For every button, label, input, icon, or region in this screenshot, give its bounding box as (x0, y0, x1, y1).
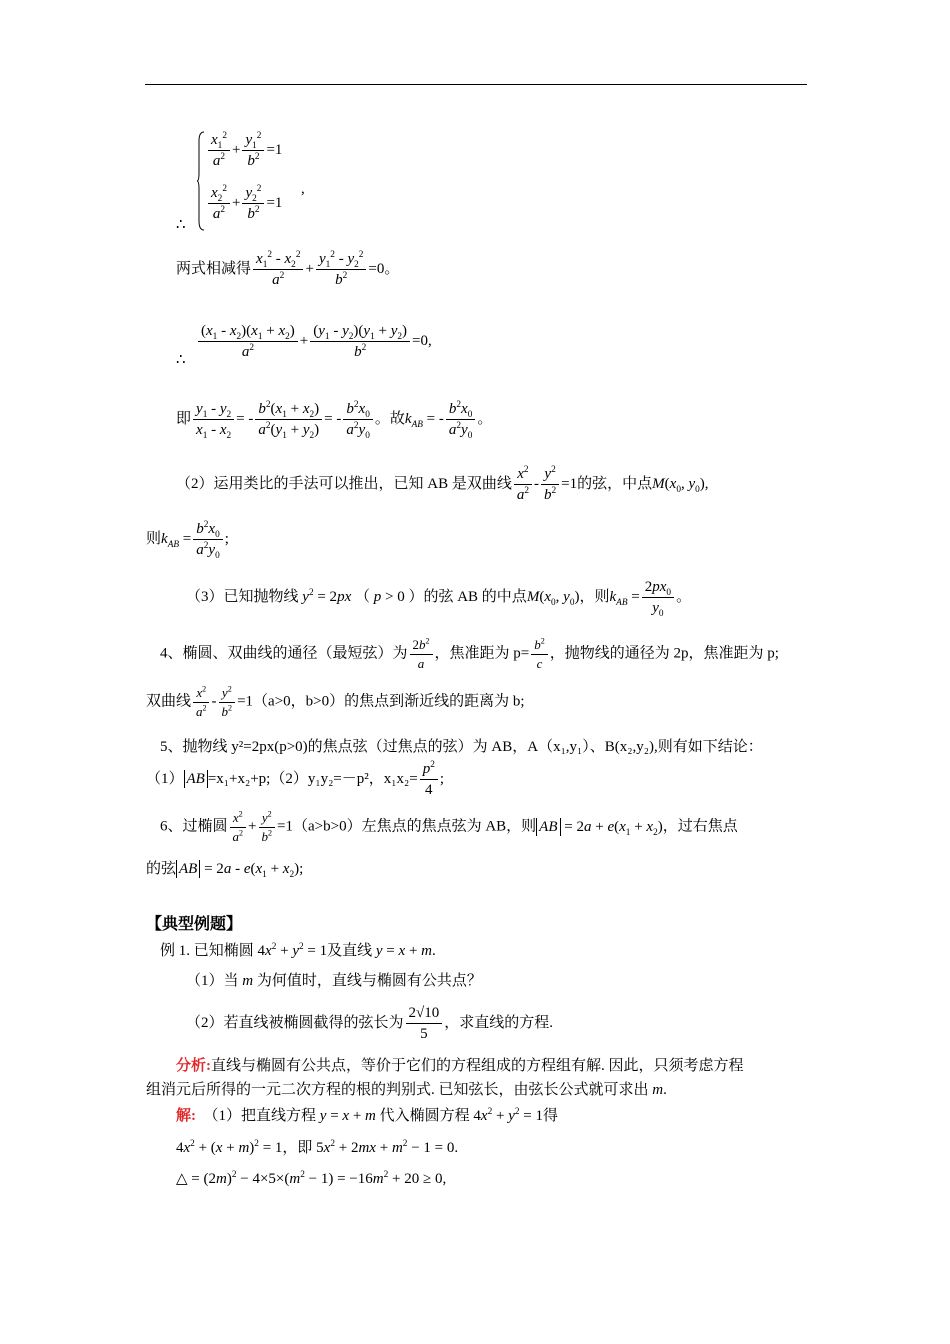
slope-line: 即 $\frac{y_1 - y_2}{x_1 - x_2}$ = - $\frac{b^2(x_1 + x_2)}{a^2(y_1 + y_2)}$ = - $\frac{b^2x_0}{a^2y_0}$ 。故$k_{AB}$ = - $\frac{b^2x_0}{a^2y_0}$ 。 (176, 400, 493, 441)
item-6-line: 6、过椭圆 $\frac{x^2}{a^2}$ + $\frac{y^2}{b^2}$ =1（a>b>0）左焦点的焦点弦为 AB，则 AB = $2a + e(x_1 + x_2)$，过右焦点 (160, 809, 738, 844)
left-brace (197, 131, 205, 231)
system-comma: , (301, 181, 305, 197)
item-5-line: 5、抛物线 y²=2px(p>0)的焦点弦（过焦点的弦）为 AB，A（x₁,y₁）、B(x₂,y₂),则有如下结论： (160, 739, 763, 755)
item-4-line-2: 双曲线 $\frac{x^2}{a^2}$ - $\frac{y^2}{b^2}$ =1（a>0，b>0）的焦点到渐近线的距离为 b; (146, 684, 525, 719)
question-1: （1）当 m 为何值时，直线与椭圆有公共点？ (186, 973, 482, 989)
header-rule (145, 84, 807, 85)
solution-line-3: △ = $(2m)^2 - 4\times 5\times(m^2 - 1) = -16m^2 + 20 \ge 0$, (176, 1170, 447, 1187)
question-2: （2）若直线被椭圆截得的弦长为 $\frac{2√10}{5}$ ，求直线的方程. (186, 1005, 554, 1042)
subtract-line: 两式相减得 $\frac{x_1^2 - x_2^2}{a^2}$ + $\frac{y_1^2 - y_2^2}{b^2}$ =0。 (176, 250, 400, 288)
analysis-line-1: 分析:直线与椭圆有公共点，等价于它们的方程组成的方程组有解. 因此，只须考虑方程 (176, 1058, 744, 1074)
therefore-symbol-2: ∴ (176, 352, 186, 368)
solution-line-2: $4x^2 + (x + m)^2 = 1$，即 $5x^2 + 2mx + m^2 - 1 = 0$. (176, 1139, 459, 1156)
factored-line: $\frac{(x_1 - x_2)(x_1 + x_2)}{a^2}$ + $\frac{(y_1 - y_2)(y_1 + y_2)}{b^2}$ =0, (196, 322, 432, 361)
item-3-line: （3）已知抛物线 $y^2 = 2px$ （ p > 0 ）的弦 AB 的中点$M(x_0$, $y_0$)，则$k_{AB}$ = $\frac{2px_0}{y_0}$ 。 (186, 579, 692, 619)
item-6-line-2: 的弦 AB = $2a - e(x_1 + x_2)$; (146, 861, 304, 880)
item-2-result: 则$k_{AB}$ = $\frac{b^2x_0}{a^2y_0}$ ; (146, 520, 229, 561)
item-5-result: （1） AB =x₁+x₂+p;（2）y₁y₂=－p²，x₁x₂= $\frac{p^2}{4}$ ; (146, 760, 445, 798)
example-1-statement: 例 1. 已知椭圆 $4x^2 + y^2 = 1$及直线 y = x + m. (160, 942, 436, 959)
item-2-line: （2）运用类比的手法可以推出，已知 AB 是双曲线 $\frac{x^2}{a^2}$ - $\frac{y^2}{b^2}$ =1的弦，中点$M(x_0$, $y_0$), (176, 465, 709, 503)
system-eq-1: $\frac{x_1^2}{a^2}$ + $\frac{y_1^2}{b^2}$ =1 (206, 131, 282, 170)
therefore-symbol-1: ∴ (176, 217, 186, 233)
item-4-line: 4、椭圆、双曲线的通径（最短弦）为 $\frac{2b^2}{a}$ ，焦准距为 p= $\frac{b^2}{c}$ ，抛物线的通径为 2p，焦准距为 p; (160, 636, 779, 671)
section-heading: 【典型例题】 (146, 916, 243, 933)
solution-line-1: 解: （1）把直线方程 y = x + m 代入椭圆方程 $4x^2 + y^2 = 1$得 (176, 1107, 559, 1124)
analysis-line-2: 组消元后所得的一元二次方程的根的判别式. 已知弦长，由弦长公式就可求出 m. (146, 1082, 667, 1098)
system-eq-2: $\frac{x_2^2}{a^2}$ + $\frac{y_2^2}{b^2}$ =1 (206, 184, 282, 223)
